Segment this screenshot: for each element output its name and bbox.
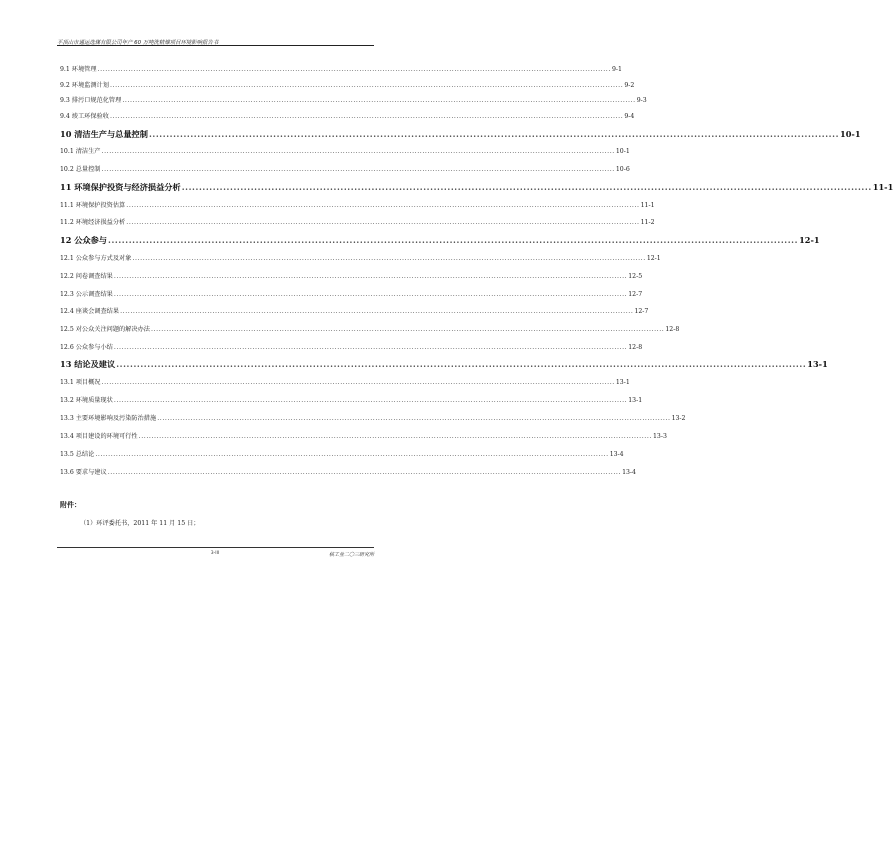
toc-entry[interactable] — [60, 146, 630, 155]
toc-entry-label: 13.4 项目建设的环境可行性 — [60, 433, 138, 440]
toc-entry-label: 11.1 环境保护投资估算 — [60, 202, 126, 209]
toc-entry-page: 13-4 — [609, 451, 624, 458]
toc-entry-page: 13-2 — [671, 415, 686, 422]
toc-entry-page: 11-2 — [640, 219, 655, 226]
toc-leader-dots: ........................................................................................................................................................................................................ — [101, 148, 615, 155]
toc-entry[interactable] — [60, 449, 624, 458]
toc-leader-dots: ........................................................................................................................................................................................................ — [113, 291, 628, 298]
toc-entry-page: 9-3 — [636, 97, 647, 104]
toc-entry-label: 11 环境保护投资与经济损益分析 — [60, 182, 181, 192]
toc-entry-page: 12-8 — [665, 326, 680, 333]
toc-entry[interactable] — [60, 395, 643, 404]
toc-leader-dots: ........................................................................................................................................................................................................ — [126, 219, 640, 226]
toc-entry[interactable] — [60, 467, 636, 476]
toc-entry-page: 13-1 — [615, 379, 630, 386]
appendix-title: 附件： — [60, 501, 81, 509]
toc-entry-label: 9.2 环境监测计划 — [60, 82, 109, 89]
toc-entry-label: 13 结论及建议 — [60, 359, 116, 369]
toc-entry-page: 13-1 — [807, 359, 828, 369]
toc-leader-dots: ........................................................................................................................................................................................................ — [138, 433, 652, 440]
toc-entry[interactable] — [60, 271, 643, 280]
toc-entry-page: 9-1 — [611, 66, 622, 73]
toc-leader-dots: ........................................................................................................................................................................................................ — [113, 273, 628, 280]
toc-leader-dots: ........................................................................................................................................................................................................ — [113, 397, 628, 404]
toc-entry[interactable] — [60, 80, 635, 89]
toc-entry-page: 12-1 — [799, 235, 820, 245]
toc-entry-page: 13-4 — [622, 469, 636, 476]
toc-entry-page: 12-7 — [634, 308, 649, 315]
toc-entry-page: 10-6 — [615, 166, 630, 173]
toc-entry-page: 13-1 — [628, 397, 643, 404]
toc-entry-label: 9.3 排污口规范化管理 — [60, 97, 122, 104]
toc-entry-page: 12-1 — [646, 255, 661, 262]
toc-entry-label: 12 公众参与 — [60, 235, 107, 245]
footer-organization: 核工业二〇三研究所 — [328, 552, 374, 558]
toc-leader-dots: ........................................................................................................................................................................................................ — [126, 202, 640, 209]
toc-leader-dots: ........................................................................................................................................................................................................ — [181, 182, 872, 192]
toc-leader-dots: ........................................................................................................................................................................................................ — [109, 82, 624, 89]
toc-entry-page: 10-1 — [615, 148, 630, 155]
toc-leader-dots: ........................................................................................................................................................................................................ — [108, 235, 799, 245]
toc-entry[interactable] — [60, 253, 661, 262]
toc-entry-label: 12.1 公众参与方式及对象 — [60, 255, 132, 262]
toc-entry[interactable] — [60, 324, 680, 333]
footer-page-number: 3-III — [210, 551, 220, 556]
toc-entry-label: 10.2 总量控制 — [60, 166, 101, 173]
toc-entry-page: 11-1 — [640, 202, 655, 209]
toc-entry[interactable] — [60, 413, 686, 422]
toc-leader-dots: ........................................................................................................................................................................................................ — [148, 129, 840, 139]
toc-leader-dots: ........................................................................................................................................................................................................ — [101, 379, 615, 386]
toc-entry-label: 10 清洁生产与总量控制 — [60, 129, 148, 139]
toc-entry-page: 12-7 — [628, 291, 643, 298]
toc-entry[interactable] — [60, 182, 893, 193]
toc-entry[interactable] — [60, 306, 649, 315]
toc-entry[interactable] — [60, 111, 635, 120]
toc-leader-dots: ........................................................................................................................................................................................................ — [97, 66, 611, 73]
toc-entry[interactable] — [60, 200, 655, 209]
toc-entry[interactable] — [60, 217, 655, 226]
toc-entry[interactable] — [60, 164, 630, 173]
toc-entry[interactable] — [60, 359, 828, 370]
toc-leader-dots: ........................................................................................................................................................................................................ — [95, 451, 609, 458]
toc-leader-dots: ........................................................................................................................................................................................................ — [132, 255, 646, 262]
toc-entry-label: 13.3 主要环境影响及污染防治措施 — [60, 415, 157, 422]
toc-entry-label: 9.4 竣工环保验收 — [60, 113, 109, 120]
header-rule — [57, 45, 374, 46]
header-title: 平顶山市通运选煤有限公司年产 60 万吨洗精煤项目环境影响报告书 — [57, 40, 219, 46]
toc-entry-label: 10.1 清洁生产 — [60, 148, 101, 155]
toc-leader-dots: ........................................................................................................................................................................................................ — [120, 308, 634, 315]
toc-entry[interactable] — [60, 289, 643, 298]
toc-entry-page: 12-8 — [628, 344, 643, 351]
toc-entry-page: 9-2 — [624, 82, 635, 89]
toc-leader-dots: ........................................................................................................................................................................................................ — [116, 359, 807, 369]
toc-entry[interactable] — [60, 431, 667, 440]
toc-entry-label: 12.4 座谈会调查结果 — [60, 308, 120, 315]
toc-entry-page: 9-4 — [624, 113, 635, 120]
toc-entry-label: 11.2 环境经济损益分析 — [60, 219, 126, 226]
toc-entry-page: 12-5 — [628, 273, 643, 280]
toc-leader-dots: ........................................................................................................................................................................................................ — [151, 326, 665, 333]
toc-entry[interactable] — [60, 95, 647, 104]
toc-entry-label: 12.6 公众参与小结 — [60, 344, 113, 351]
toc-entry-label: 9.1 环境管理 — [60, 66, 97, 73]
toc-entry[interactable] — [60, 342, 643, 351]
toc-entry-label: 13.6 要求与建议 — [60, 469, 107, 476]
toc-entry[interactable] — [60, 235, 820, 246]
toc-entry-page: 10-1 — [840, 129, 861, 139]
toc-leader-dots: ........................................................................................................................................................................................................ — [101, 166, 615, 173]
appendix-item: （1）环评委托书，2011 年 11 月 15 日； — [80, 520, 200, 527]
toc-entry-page: 11-1 — [872, 182, 893, 192]
toc-leader-dots: ........................................................................................................................................................................................................ — [157, 415, 671, 422]
toc-entry-label: 12.3 公示调查结果 — [60, 291, 113, 298]
toc-leader-dots: ........................................................................................................................................................................................................ — [113, 344, 628, 351]
toc-entry[interactable] — [60, 377, 630, 386]
toc-leader-dots: ........................................................................................................................................................................................................ — [107, 469, 622, 476]
toc-leader-dots: ........................................................................................................................................................................................................ — [109, 113, 624, 120]
toc-leader-dots: ........................................................................................................................................................................................................ — [122, 97, 636, 104]
toc-entry-label: 12.2 问卷调查结果 — [60, 273, 113, 280]
toc-entry-label: 13.1 项目概况 — [60, 379, 101, 386]
toc-entry[interactable] — [60, 64, 622, 73]
toc-entry-label: 12.5 对公众关注问题的解决办法 — [60, 326, 150, 333]
toc-entry[interactable] — [60, 129, 861, 140]
toc-entry-label: 13.5 总结论 — [60, 451, 95, 458]
footer-rule — [57, 547, 374, 548]
toc-entry-label: 13.2 环境质量现状 — [60, 397, 113, 404]
toc-entry-page: 13-3 — [653, 433, 667, 440]
